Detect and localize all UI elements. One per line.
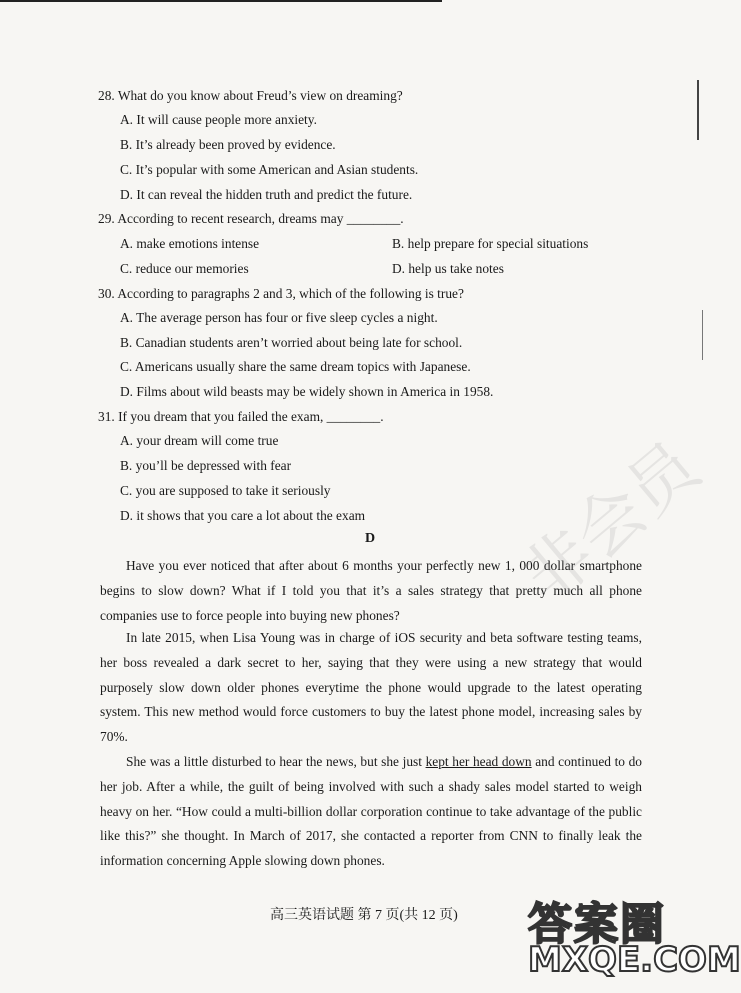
page-edge-mark bbox=[697, 80, 699, 140]
paragraph-3-text-start: She was a little disturbed to hear the news, but she just bbox=[126, 754, 426, 769]
question-31-stem: 31. If you dream that you failed the exam, ________. bbox=[98, 409, 384, 424]
question-30-option-a: A. The average person has four or five sleep cycles a night. bbox=[120, 310, 438, 325]
watermark-text: 非会员 bbox=[507, 427, 715, 619]
passage-paragraph-1: Have you ever noticed that after about 6 months your perfectly new 1, 000 dollar smartphone begins to slow down? What if I told you that it’s a sales strategy that pretty much all phone companies use to force people into buying new phones? bbox=[100, 558, 642, 623]
passage-paragraph-3 bbox=[100, 750, 642, 874]
question-28-stem: 28. What do you know about Freud’s view on dreaming? bbox=[98, 88, 403, 103]
question-30-option-d: D. Films about wild beasts may be widely shown in America in 1958. bbox=[120, 384, 494, 399]
watermark-logo-site: MXQE.COM bbox=[528, 940, 741, 980]
question-30-stem: 30. According to paragraphs 2 and 3, which of the following is true? bbox=[98, 286, 464, 301]
question-28-option-a: A. It will cause people more anxiety. bbox=[120, 112, 317, 127]
question-30-option-b: B. Canadian students aren’t worried about being late for school. bbox=[120, 335, 463, 350]
question-30-option-c: C. Americans usually share the same dream topics with Japanese. bbox=[120, 359, 471, 374]
question-28-option-c: C. It’s popular with some American and Asian students. bbox=[120, 162, 419, 177]
paragraph-3-text-end: and continued to do her job. After a while, the guilt of being involved with such a shady sales model started to weigh heavy on her. “How could a multi-billion dollar corporation continue to take advantage of the public like this?” she thought. In March of 2017, she contacted a reporter from CNN to finally leak the information concerning Apple slowing down phones. bbox=[100, 754, 643, 869]
question-31-option-b: B. you’ll be depressed with fear bbox=[120, 458, 292, 473]
question-31-option-d: D. it shows that you care a lot about the exam bbox=[120, 508, 366, 523]
passage-paragraph-2: In late 2015, when Lisa Young was in charge of iOS security and beta software testing teams, her boss revealed a dark secret to her, saying that they were using a new strategy that would purposely slow down older phones everytime the phone would upgrade to the latest operating system. This new method would force customers to buy the latest phone model, increasing sales by 70%. bbox=[100, 630, 642, 745]
top-rule bbox=[0, 0, 442, 2]
page-footer: 高三英语试题 第 7 页(共 12 页) bbox=[270, 908, 458, 923]
question-29-stem: 29. According to recent research, dreams may ________. bbox=[98, 211, 404, 226]
underlined-phrase: kept her head down bbox=[425, 754, 532, 769]
watermark-logo-title: 答案圈 bbox=[528, 899, 666, 950]
question-31-option-a: A. your dream will come true bbox=[120, 433, 279, 448]
question-28-option-d: D. It can reveal the hidden truth and predict the future. bbox=[120, 187, 413, 202]
question-29-option-b: B. help prepare for special situations bbox=[392, 236, 589, 251]
question-29-option-d: D. help us take notes bbox=[392, 261, 504, 276]
page-edge-mark bbox=[702, 310, 703, 360]
watermark-logo bbox=[528, 888, 741, 988]
question-31-option-c: C. you are supposed to take it seriously bbox=[120, 483, 331, 498]
question-28-option-b: B. It’s already been proved by evidence. bbox=[120, 137, 336, 152]
section-heading: D bbox=[364, 531, 376, 546]
question-29-option-a: A. make emotions intense bbox=[120, 236, 260, 251]
question-29-option-c: C. reduce our memories bbox=[120, 261, 249, 276]
